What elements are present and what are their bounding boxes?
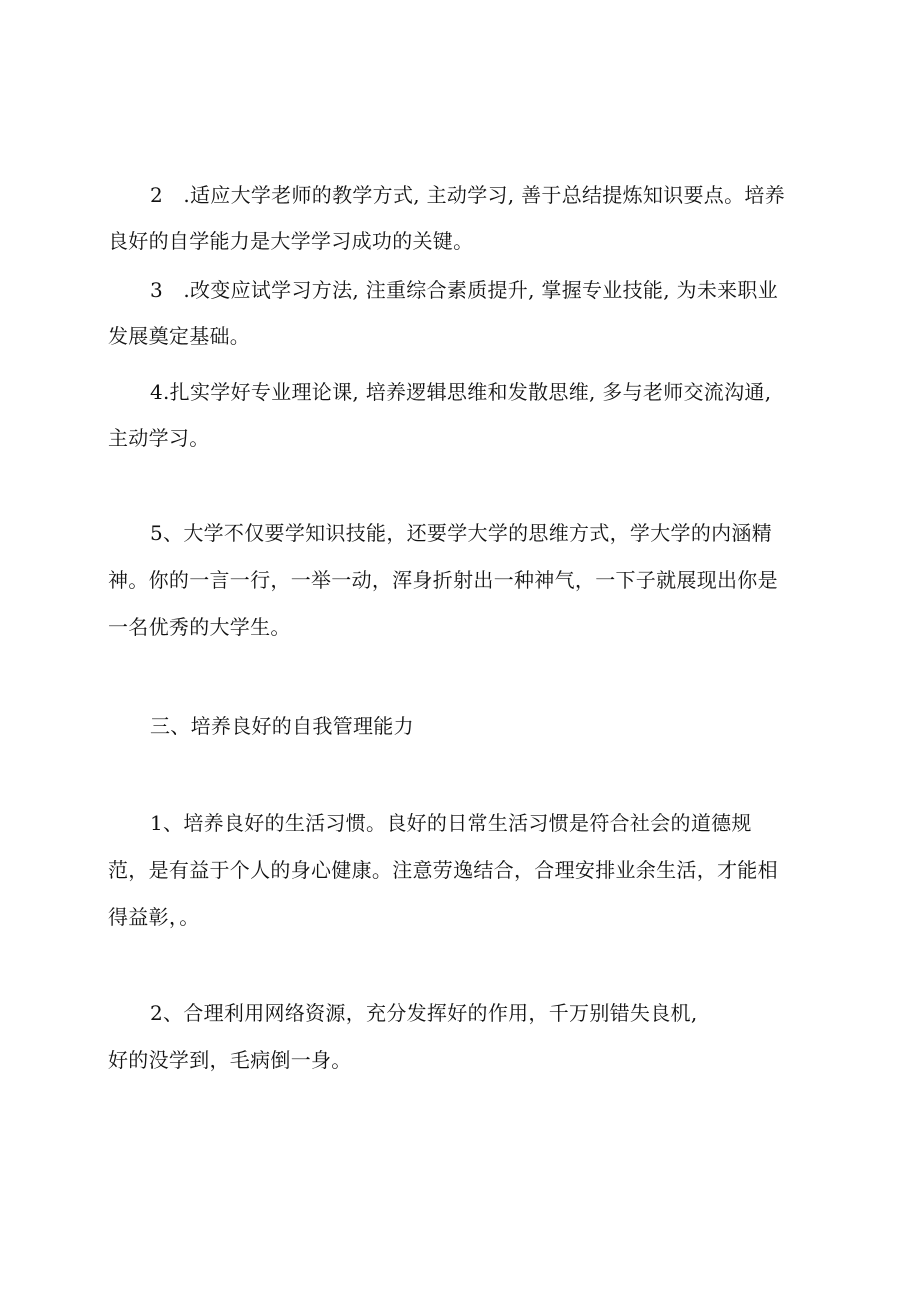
paragraph-sub-2-line-2: 好的没学到，毛病倒一身。	[108, 1048, 352, 1072]
paragraph-item-4-line-2: 主动学习。	[108, 426, 210, 450]
paragraph-item-3-line-1: 3 .改变应试学习方法, 注重综合素质提升, 掌握专业技能, 为未来职业	[150, 278, 779, 302]
paragraph-item-3-line-2: 发展奠定基础。	[108, 324, 251, 348]
paragraph-sub-1-line-3: 得益彰，。	[108, 905, 200, 929]
paragraph-item-2-line-1: 2 .适应大学老师的教学方式, 主动学习, 善于总结提炼知识要点。培养	[150, 183, 786, 207]
paragraph-item-5-line-3: 一名优秀的大学生。	[108, 615, 291, 639]
section-heading: 三、培养良好的自我管理能力	[150, 714, 414, 738]
paragraph-sub-2-line-1: 2、合理利用网络资源，充分发挥好的作用，千万别错失良机,	[150, 1001, 698, 1025]
paragraph-item-5-line-2: 神。你的一言一行，一举一动，浑身折射出一种神气，一下子就展现出你是	[108, 568, 778, 592]
paragraph-sub-1-line-2: 范，是有益于个人的身心健康。注意劳逸结合，合理安排业余生活，才能相	[108, 858, 778, 882]
paragraph-item-5-line-1: 5、大学不仅要学知识技能，还要学大学的思维方式，学大学的内涵精	[150, 521, 773, 545]
paragraph-item-2-line-2: 良好的自学能力是大学学习成功的关键。	[108, 229, 474, 253]
paragraph-item-4-line-1: 4.扎实学好专业理论课, 培养逻辑思维和发散思维, 多与老师交流沟通,	[150, 380, 772, 404]
paragraph-sub-1-line-1: 1、培养良好的生活习惯。良好的日常生活习惯是符合社会的道德规	[150, 811, 752, 835]
